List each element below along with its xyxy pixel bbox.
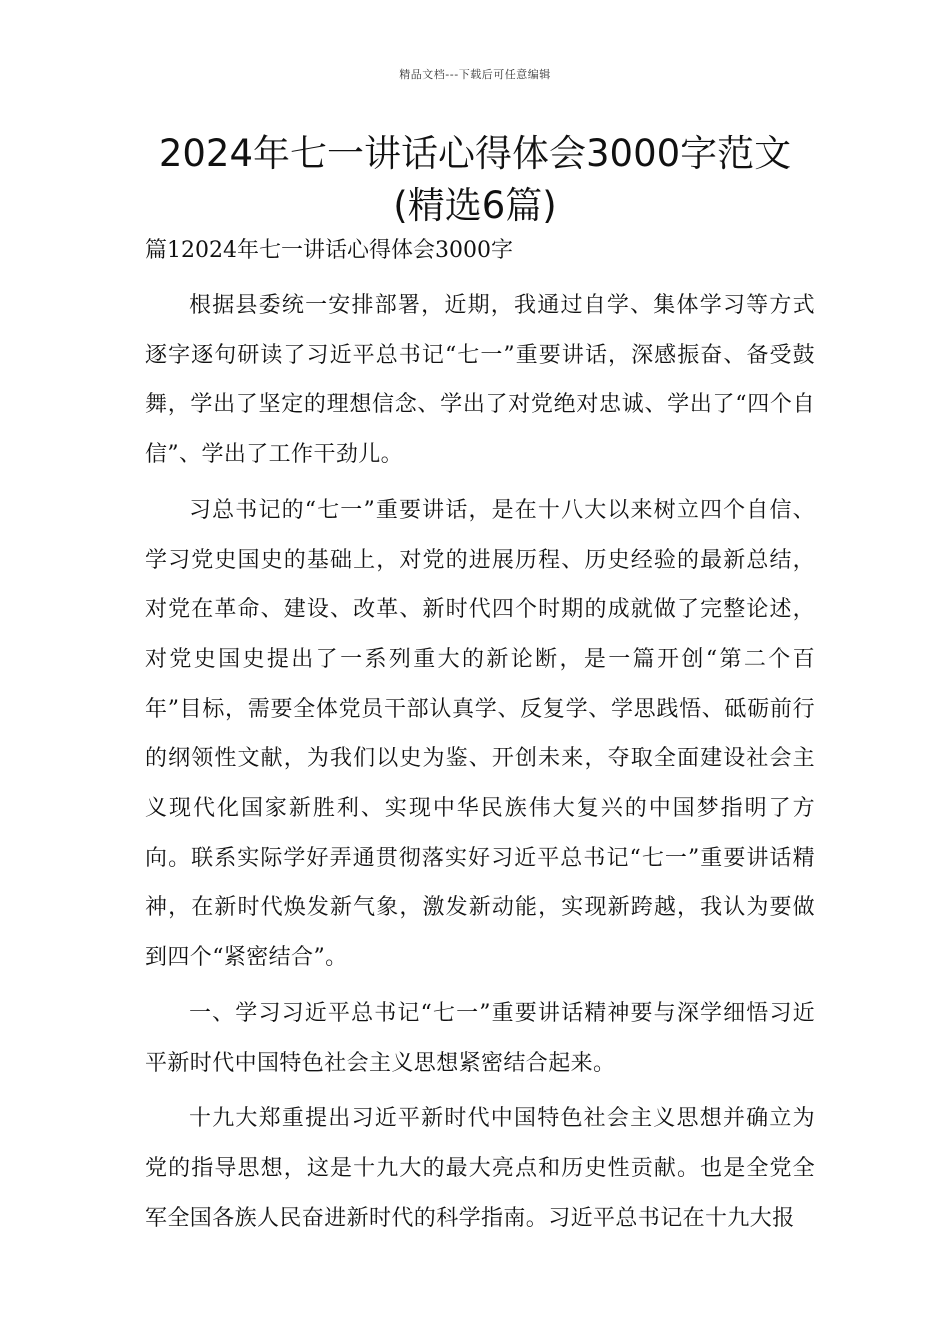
section-heading: 篇12024年七一讲话心得体会3000字 <box>145 238 513 263</box>
document-body <box>145 233 815 1249</box>
paragraph-4: 十九大郑重提出习近平新时代中国特色社会主义思想并确立为党的指导思想，这是十九大的最大亮点和历史性贡献。也是全党全军全国各族人民奋进新时代的科学指南。习近平总书记在十九大报 <box>145 1106 815 1231</box>
paragraph-3: 一、学习习近平总书记“七一”重要讲话精神要与深学细悟习近平新时代中国特色社会主义思想紧密结合起来。 <box>145 1000 815 1076</box>
header-note: 精品文档---下载后可任意编辑 <box>399 68 551 81</box>
title-line-2: (精选6篇) <box>393 184 557 227</box>
paragraph-2: 习总书记的“七一”重要讲话，是在十八大以来树立四个自信、学习党史国史的基础上，对党的进展历程、历史经验的最新总结，对党在革命、建设、改革、新时代四个时期的成就做了完整论述，对党史国史提出了一系列重大的新论断，是一篇开创“第二个百年”目标，需要全体党员干部认真学、反复学、学思践悟、砥砺前行的纲领性文献，为我们以史为鉴、开创未来，夺取全面建设社会主义现代化国家新胜利、实现中华民族伟大复兴的中国梦指明了方向。联系实际学好弄通贯彻落实好习近平总书记“七一”重要讲话精神，在新时代焕发新气象，激发新动能，实现新跨越，我认为要做到四个“紧密结合”。 <box>145 497 815 971</box>
document-title <box>60 128 890 232</box>
title-line-1: 2024年七一讲话心得体会3000字范文 <box>158 132 792 175</box>
paragraph-1: 根据县委统一安排部署，近期，我通过自学、集体学习等方式逐字逐句研读了习近平总书记“七一”重要讲话，深感振奋、备受鼓舞，学出了坚定的理想信念、学出了对党绝对忠诚、学出了“四个自信”、学出了工作干劲儿。 <box>145 293 815 468</box>
